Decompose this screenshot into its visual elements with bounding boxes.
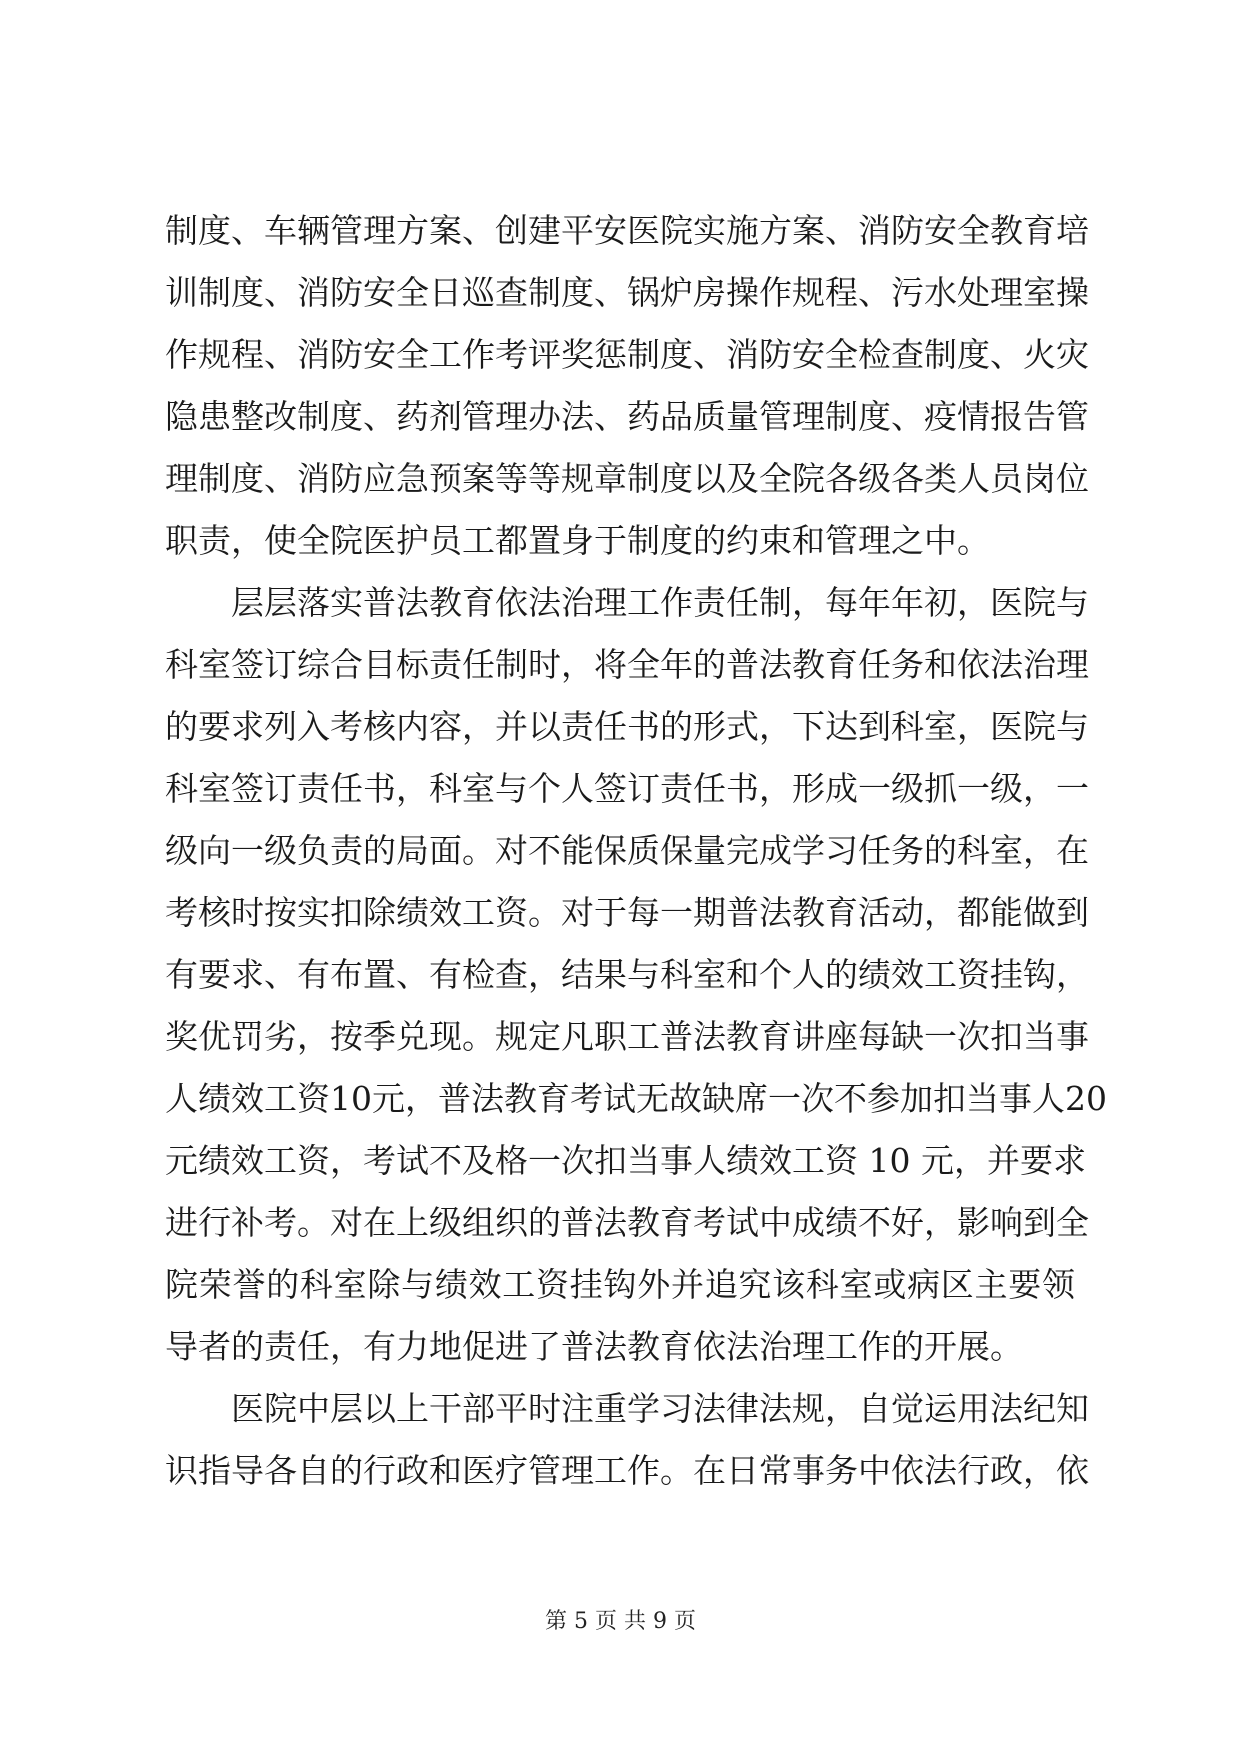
body-text-line: 职责，使全院医护员工都置身于制度的约束和管理之中。 [165, 521, 990, 560]
body-text-line: 科室签订责任书，科室与个人签订责任书，形成一级抓一级，一 [165, 769, 1089, 808]
body-text-line: 识指导各自的行政和医疗管理工作。在日常事务中依法行政，依 [165, 1451, 1089, 1490]
body-text-line: 院荣誉的科室除与绩效工资挂钩外并追究该科室或病区主要领 [165, 1265, 1075, 1304]
body-text-line: 作规程、消防安全工作考评奖惩制度、消防安全检查制度、火灾 [165, 335, 1089, 374]
body-text-line: 制度、车辆管理方案、创建平安医院实施方案、消防安全教育培 [165, 211, 1089, 250]
body-text-line: 元绩效工资，考试不及格一次扣当事人绩效工资 10 元，并要求 [165, 1141, 1086, 1180]
paragraph-first-line: 层层落实普法教育依法治理工作责任制，每年年初，医院与 [231, 583, 1089, 622]
body-text-line: 进行补考。对在上级组织的普法教育考试中成绩不好，影响到全 [165, 1203, 1089, 1242]
body-text-line: 理制度、消防应急预案等等规章制度以及全院各级各类人员岗位 [165, 459, 1089, 498]
body-text-line: 科室签订综合目标责任制时，将全年的普法教育任务和依法治理 [165, 645, 1089, 684]
body-text-line: 人绩效工资10元，普法教育考试无故缺席一次不参加扣当事人20 [165, 1079, 1107, 1118]
body-text-line: 考核时按实扣除绩效工资。对于每一期普法教育活动，都能做到 [165, 893, 1089, 932]
body-text-line: 有要求、有布置、有检查，结果与科室和个人的绩效工资挂钩， [165, 955, 1089, 994]
body-text-line: 隐患整改制度、药剂管理办法、药品质量管理制度、疫情报告管 [165, 397, 1089, 436]
page-number-footer: 第 5 页 共 9 页 [545, 1609, 696, 1634]
body-text-line: 级向一级负责的局面。对不能保质保量完成学习任务的科室，在 [165, 831, 1089, 870]
body-text-line: 训制度、消防安全日巡查制度、锅炉房操作规程、污水处理室操 [165, 273, 1089, 312]
body-text-line: 的要求列入考核内容，并以责任书的形式，下达到科室，医院与 [165, 707, 1089, 746]
body-text-line: 奖优罚劣，按季兑现。规定凡职工普法教育讲座每缺一次扣当事 [165, 1017, 1089, 1056]
body-text-line: 导者的责任，有力地促进了普法教育依法治理工作的开展。 [165, 1327, 1023, 1366]
paragraph-first-line: 医院中层以上干部平时注重学习法律法规，自觉运用法纪知 [231, 1389, 1089, 1428]
